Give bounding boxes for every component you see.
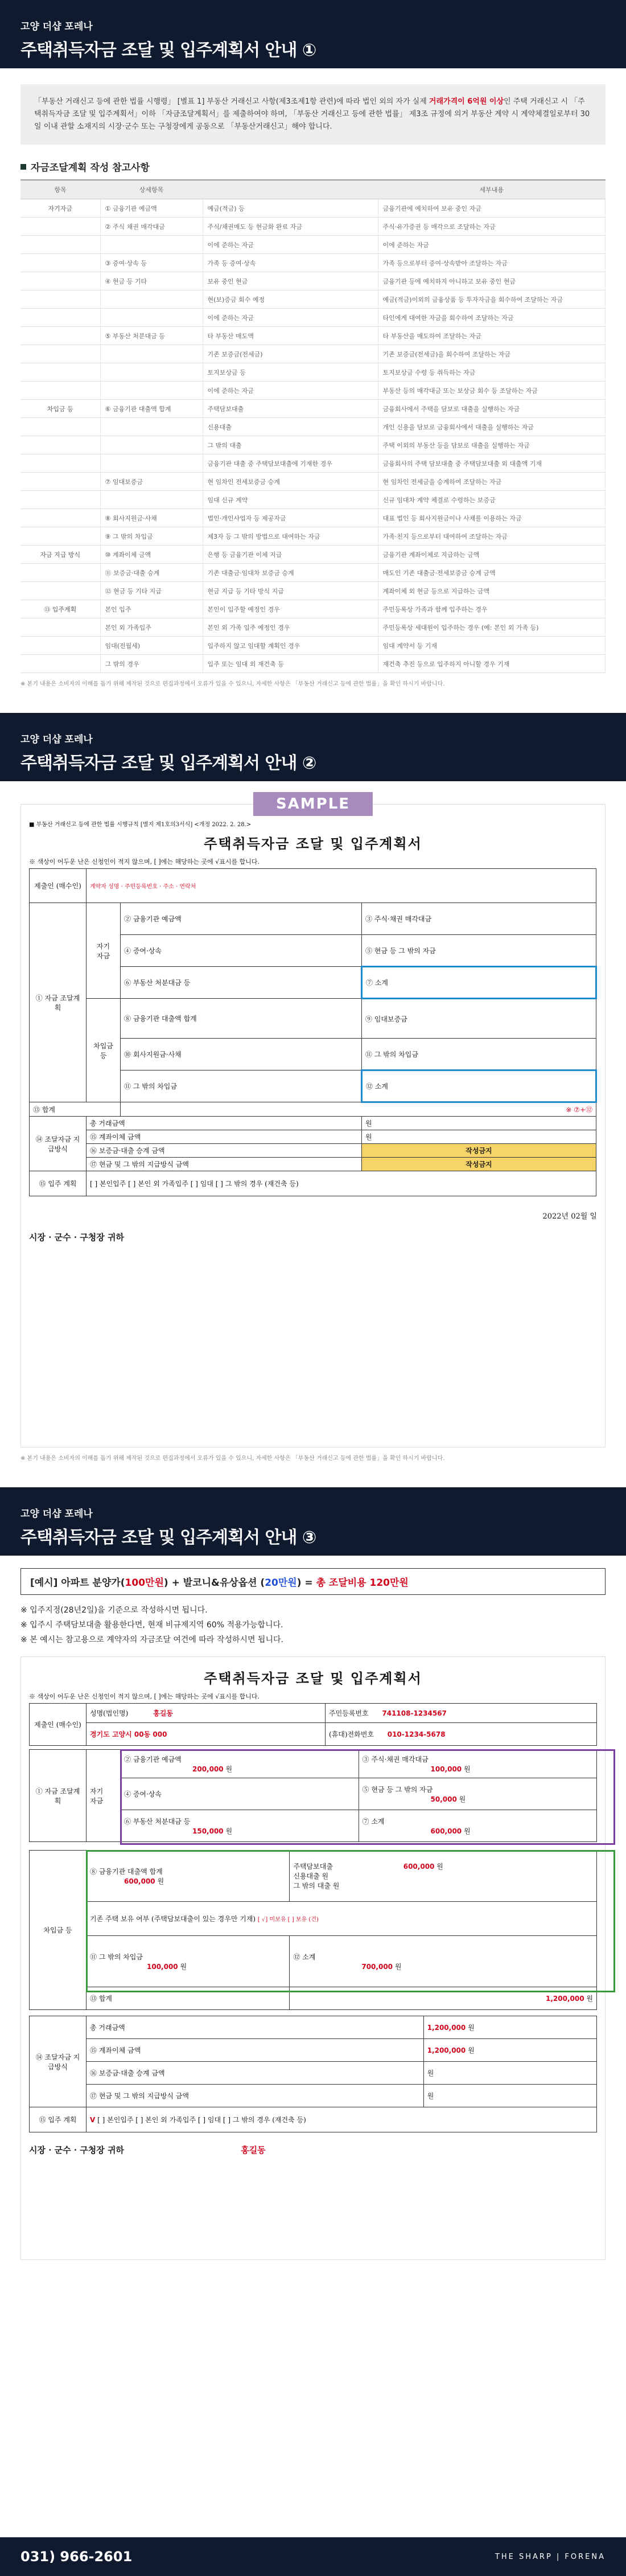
table-cell: 주민등록상 가족과 함께 입주하는 경우 <box>378 600 606 618</box>
submitter-label: 제출인 (매수인) <box>30 1704 87 1746</box>
banner-title: 주택취득자금 조달 및 입주계획서 안내 ③ <box>20 1528 316 1548</box>
table-cell: 금융회사에서 주택을 담보로 대출을 실행하는 자금 <box>378 400 606 418</box>
table-cell: 기존 보증금(전세금)을 회수하여 조달하는 자금 <box>378 345 606 363</box>
table-cell <box>100 290 203 309</box>
table-cell <box>100 345 203 363</box>
table-cell: 현(보)증금 회수 예정 <box>203 290 378 309</box>
banner-3 <box>0 1487 626 1556</box>
table-cell: 본인 외 가족 입주 예정인 경우 <box>203 618 378 637</box>
value: 1,200,000 <box>427 2024 466 2032</box>
table-cell: ⑬ 입주계획 <box>20 600 100 618</box>
notes <box>20 1603 606 1647</box>
table-row <box>20 345 606 363</box>
item: ② 금융기관 예금액 <box>121 903 362 935</box>
table-row <box>20 327 606 345</box>
won: 원 <box>423 2085 596 2107</box>
banner-sub: 고양 더샵 포레나 <box>20 734 93 745</box>
table-cell: 주식·유가증권 등 매각으로 조달하는 자금 <box>378 218 606 236</box>
pay-item: ⑰ 현금 및 그 밖의 지급방식 금액 <box>87 1158 362 1171</box>
banner-1 <box>0 0 626 68</box>
office: 시장 · 군수 · 구청장 귀하 <box>29 1232 124 1242</box>
item: ⑦ 소계 600,000 원 <box>359 1810 597 1842</box>
table-cell: 이에 준하는 자금 <box>203 309 378 327</box>
square-icon <box>20 164 26 170</box>
label: ⑪ 그 밖의 차입금 <box>90 1952 143 1961</box>
table-cell: 타인에게 대여한 자금을 회수하여 조달하는 자금 <box>378 309 606 327</box>
table-row <box>20 309 606 327</box>
table-cell <box>20 655 100 673</box>
self-label: ① 자금 조달계획 <box>30 1750 87 1842</box>
table-cell <box>20 290 100 309</box>
table-cell <box>100 418 203 436</box>
pay-item: ⑮ 계좌이체 금액 <box>87 2039 424 2062</box>
table-cell: ⑫ 현금 등 기타 지급 <box>100 582 203 600</box>
pay-item: 총 거래금액 <box>87 1117 362 1130</box>
banner-title: 주택취득자금 조달 및 입주계획서 안내 ② <box>20 753 316 773</box>
table-cell <box>20 582 100 600</box>
footer <box>0 2537 626 2576</box>
table-cell: 현 임차인 전세금을 승계하여 조달하는 자금 <box>378 473 606 491</box>
table-cell: 현 임차인 전세보증금 승계 <box>203 473 378 491</box>
note: ※ 입주시 주택담보대출 활용한다면, 현재 비규제지역 60% 적용가능합니다. <box>20 1621 283 1630</box>
pay-item: ⑯ 보증금·대출 승계 금액 <box>87 1144 362 1158</box>
table-cell: 임대 계약서 등 기재 <box>378 637 606 655</box>
hint: 계약자 성명 · 주민등록번호 · 주소 · 연락처 <box>90 884 196 890</box>
value: 600,000 <box>430 1827 462 1835</box>
table-cell: 금융기관 계좌이체로 지급하는 금액 <box>378 545 606 564</box>
item: ⑤ 현금 등 그 밖의 자금 50,000 원 <box>359 1778 597 1810</box>
note: ※ 입주지정(28년2일)을 기준으로 작성하시면 됩니다. <box>20 1606 208 1615</box>
table-cell: ③ 증여·상속 등 <box>100 254 203 272</box>
ex-text: ) + 발코니&유상옵션 ( <box>163 1577 265 1589</box>
notice-text: 「부동산 거래신고 등에 관한 법률 시행령」 [별표 1] 부동산 거래신고 사항(제3조제1항 관련)에 따라 법인 외의 자가 실제 <box>34 97 429 106</box>
table-cell: ⑨ 그 밖의 차입금 <box>100 527 203 545</box>
table-cell: ⑩ 계좌이체 금액 <box>100 545 203 564</box>
table-cell: 법인·개인사업자 등 제공자금 <box>203 509 378 527</box>
table-cell: ① 금융기관 예금액 <box>100 199 203 218</box>
total-label: ⑬ 합계 <box>87 1987 290 2010</box>
value: 700,000 <box>361 1962 393 1971</box>
pay-item: ⑯ 보증금·대출 승계 금액 <box>87 2062 424 2085</box>
section-heading <box>20 159 606 174</box>
pay-item: ⑮ 계좌이체 금액 <box>87 1130 362 1144</box>
form-table <box>29 1703 597 1746</box>
table-row <box>20 545 606 564</box>
reference-table <box>20 179 606 673</box>
table-row <box>20 290 606 309</box>
table-cell <box>100 454 203 473</box>
table-cell <box>100 382 203 400</box>
table-cell: 자기자금 <box>20 199 100 218</box>
example-box <box>20 1568 606 1595</box>
table-cell: ⑥ 금융기관 대출액 합계 <box>100 400 203 418</box>
table-cell: 이에 준하는 자금 <box>378 236 606 254</box>
table-cell <box>20 618 100 637</box>
table-cell <box>20 218 100 236</box>
table-cell <box>20 236 100 254</box>
item: ⑫ 소계 700,000 원 <box>290 1936 597 1987</box>
table-row <box>20 382 606 400</box>
table-cell: 금융기관 등에 예치하지 아니하고 보유 중인 현금 <box>378 272 606 290</box>
table-row <box>20 400 606 418</box>
label: ⑤ 현금 등 그 밖의 자금 <box>362 1785 433 1794</box>
banner-sub: 고양 더샵 포레나 <box>20 21 93 32</box>
notice-text-2: 인 주택 거래신고 시 「주택취득자금 조달 및 입주계획서」이하 「자금조달계획서」를 제출하여야 하며, 「부동산 거래신고 등에 관한 법률」 제3조 규정에 의거 부동산 계약 시 계약체결일로부터 30일 이내 관할 소재지의 시장·군수 또는 구청장에게 공동으로 「부동산거래신고」해야 합니다. <box>34 97 590 131</box>
table-cell <box>20 309 100 327</box>
table-cell: 주민등록상 세대원이 입주하는 경우 (예: 본인 외 가족 등) <box>378 618 606 637</box>
law-reference: ■ 부동산 거래신고 등에 관한 법률 시행규칙 [별지 제1호의3서식] <개정 2022. 2. 28.> <box>29 822 252 828</box>
addr-value: 경기도 고양시 00동 000 <box>90 1730 167 1738</box>
table-cell: 금융기관 대출 중 주택담보대출에 기재한 경우 <box>203 454 378 473</box>
item: ⑪ 그 밖의 차입금 100,000 원 <box>87 1936 290 1987</box>
own-funds: 자기 자금 <box>87 1750 121 1842</box>
name-cell: 성명(법인명) 홍길동 <box>87 1704 326 1723</box>
table-cell <box>20 382 100 400</box>
table-row <box>20 199 606 218</box>
table-cell <box>20 254 100 272</box>
table-cell: 타 부동산 매도액 <box>203 327 378 345</box>
notice-highlight: 거래가격이 6억원 이상 <box>429 97 504 106</box>
won: 원 <box>361 1117 596 1130</box>
office <box>29 2144 597 2156</box>
table-cell: 보유 중인 현금 <box>203 272 378 290</box>
table-row <box>20 509 606 527</box>
form-note: ※ 색상이 어두운 난은 신청인이 적지 않으며, [ ]에는 해당하는 곳에 √표시를 합니다. <box>29 1693 260 1700</box>
banner-2 <box>0 713 626 781</box>
table-cell: 대표 법인 등 회사지원금이나 사채를 이용하는 자금 <box>378 509 606 527</box>
table-cell <box>20 418 100 436</box>
brand-logo: THE SHARP | FORENA <box>495 2552 606 2561</box>
borrow-label: 차입금 등 <box>30 1851 87 2010</box>
table-cell <box>20 272 100 290</box>
table-cell: 예금(적금)이외의 금융상품 등 투자자금을 회수하여 조달하는 자금 <box>378 290 606 309</box>
table-cell: 토지보상금 수령 등 취득하는 자금 <box>378 363 606 382</box>
table-cell: 신규 임대차 계약 체결로 수령하는 보증금 <box>378 491 606 509</box>
item: ⑦ 소계 <box>361 967 596 999</box>
value: 600,000 <box>403 1863 435 1871</box>
form-note: ※ 색상이 어두운 난은 신청인이 적지 않으며, [ ]에는 해당하는 곳에 √표시를 합니다. <box>29 858 260 865</box>
table-cell: 부동산 등의 매각대금 또는 보상금 회수 등 조달하는 자금 <box>378 382 606 400</box>
form-table <box>29 868 597 1196</box>
pay-label: ⑭ 조달자금 지급방식 <box>30 2016 87 2107</box>
pay-label: ⑭ 조달자금 지급방식 <box>30 1117 87 1171</box>
section-2 <box>0 713 626 1467</box>
item: ⑨ 임대보증금 <box>361 999 596 1039</box>
table-row <box>20 236 606 254</box>
table-cell: 계좌이체 외 현금 등으로 지급하는 금액 <box>378 582 606 600</box>
phone-number[interactable]: 031) 966-2601 <box>20 2549 133 2565</box>
table-cell: 임대 신규 계약 <box>203 491 378 509</box>
move-label: ⑮ 입주 계획 <box>30 2107 87 2132</box>
table-cell <box>100 309 203 327</box>
table-cell <box>100 491 203 509</box>
table-row <box>20 600 606 618</box>
section-1 <box>0 0 626 687</box>
table-cell: 주택담보대출 <box>203 400 378 418</box>
form-title: 주택취득자금 조달 및 입주계획서 <box>204 1670 422 1687</box>
table-cell: 그 밖의 경우 <box>100 655 203 673</box>
table-cell: 기존 대출금·임대차 보증금 승계 <box>203 564 378 582</box>
table-cell: 주식/채권매도 등 현금화 완료 자금 <box>203 218 378 236</box>
item: ③ 주식·채권 매각대금 100,000 원 <box>359 1750 597 1778</box>
ex-price: 100만원 <box>125 1577 164 1589</box>
notice-box <box>20 84 606 145</box>
table-row <box>20 254 606 272</box>
col-header: 세부내용 <box>378 180 606 199</box>
ex-text: [예시] 아파트 분양가( <box>30 1577 125 1589</box>
sample-form <box>20 795 606 1447</box>
item: ⑧ 금융기관 대출액 합계 <box>121 999 362 1039</box>
heading-text: 자금조달계획 작성 참고사항 <box>31 162 150 174</box>
phone-value: 010-1234-5678 <box>387 1730 446 1738</box>
table-row <box>20 564 606 582</box>
move-text: [ ] 본인입주 [ ] 본인 외 가족입주 [ ] 임대 [ ] 그 밖의 경우 (재건축 등) <box>97 2116 306 2124</box>
table-cell <box>20 454 100 473</box>
table-row <box>20 618 606 637</box>
table-cell: 신용대출 <box>203 418 378 436</box>
item: ⑪ 그 밖의 차입금 <box>361 1039 596 1070</box>
table-cell: 자금 지급 방식 <box>20 545 100 564</box>
table-cell: 제3자 등 그 밖의 방법으로 대여하는 자금 <box>203 527 378 545</box>
banner-sub: 고양 더샵 포레나 <box>20 1508 93 1520</box>
rrn-value: 741108-1234567 <box>382 1709 447 1717</box>
item: ③ 주식·채권 매각대금 <box>361 903 596 935</box>
table-cell: 기존 보증금(전세금) <box>203 345 378 363</box>
table-cell: ⑤ 부동산 처분대금 등 <box>100 327 203 345</box>
table-cell: 예금(적금) 등 <box>203 199 378 218</box>
rrn-cell: 주민등록번호 741108-1234567 <box>326 1704 597 1723</box>
table-row <box>20 363 606 382</box>
table-cell: ⑦ 임대보증금 <box>100 473 203 491</box>
table-cell: 가족·친지 등으로부터 대여하여 조달하는 자금 <box>378 527 606 545</box>
table-cell: 이에 준하는 자금 <box>203 236 378 254</box>
table-cell: 현금 지급 등 기타 방식 지급 <box>203 582 378 600</box>
move-mark: V <box>90 2116 96 2124</box>
ex-total: 총 조달비용 120만원 <box>316 1577 409 1589</box>
pay-table <box>29 2016 597 2132</box>
table-cell <box>20 491 100 509</box>
item: ④ 증여·상속 <box>121 1778 359 1810</box>
table-cell <box>20 473 100 491</box>
col-header <box>203 180 378 199</box>
table-cell: 입주 또는 임대 외 재건축 등 <box>203 655 378 673</box>
item: ④ 증여·상속 <box>121 935 362 967</box>
hint: [ ✓] 미보유 [ ] 보유 (건) <box>257 1917 319 1923</box>
table-cell: 가족 등으로부터 증여·상속받아 조달하는 자금 <box>378 254 606 272</box>
table-cell <box>20 564 100 582</box>
value: 100,000 <box>147 1962 178 1971</box>
table-row <box>20 527 606 545</box>
pay-value: 1,200,000 원 <box>423 2039 596 2062</box>
item: ⑪ 그 밖의 차입금 <box>121 1070 362 1102</box>
total-cell: 1,200,000 원 <box>290 1987 597 2010</box>
table-cell <box>20 527 100 545</box>
col-header: 상세항목 <box>100 180 203 199</box>
addr-cell <box>87 1723 326 1746</box>
label: ③ 주식·채권 매각대금 <box>362 1755 429 1763</box>
table-cell: ④ 현금 등 기타 <box>100 272 203 290</box>
value: 600,000 <box>124 1877 155 1885</box>
stamp: 작성금지 <box>361 1158 596 1171</box>
own-funds: 자기 자금 <box>87 903 121 999</box>
office-text: 시장 · 군수 · 구청장 귀하 <box>29 2145 124 2155</box>
table-cell <box>100 436 203 454</box>
move-label: ⑮ 입주 계획 <box>30 1171 87 1196</box>
value: 200,000 <box>192 1765 224 1773</box>
table-row <box>20 582 606 600</box>
form-date: 2022년 02월 일 <box>542 1212 597 1221</box>
label: ⑦ 소계 <box>362 1817 385 1826</box>
borrow-label: 차입금 등 <box>87 999 121 1102</box>
table-cell: 개인 신용을 담보로 금융회사에서 대출을 실행하는 자금 <box>378 418 606 436</box>
table-row <box>20 637 606 655</box>
table-cell: 입주하지 않고 임대할 계획인 경우 <box>203 637 378 655</box>
table-row <box>20 436 606 454</box>
table-cell: 매도인 기존 대출금·전세보증금 승계 금액 <box>378 564 606 582</box>
item: ⑥ 부동산 처분대금 등 <box>121 967 362 999</box>
table-cell <box>20 637 100 655</box>
label: ⑫ 소계 <box>293 1952 316 1961</box>
ex-option: 20만원 <box>265 1577 297 1589</box>
won: 원 <box>423 2062 596 2085</box>
table-row <box>20 655 606 673</box>
value: 1,200,000 <box>427 2046 466 2054</box>
table-cell: 본인이 입주할 예정인 경우 <box>203 600 378 618</box>
footnote: ※ 본기 내용은 소비자의 이해를 돕기 위해 제작된 것으로 편집과정에서 오류가 있을 수 있으니, 자세한 사항은 「부동산 거래신고 등에 관한 법률」을 확인 하시기 바랍니다. <box>20 681 445 687</box>
table-row <box>20 218 606 236</box>
form-title: 주택취득자금 조달 및 입주계획서 <box>204 835 422 852</box>
table-cell <box>20 345 100 363</box>
table-row <box>20 491 606 509</box>
table-cell: 차입금 등 <box>20 400 100 418</box>
table-row <box>20 454 606 473</box>
stamp: 작성금지 <box>361 1144 596 1158</box>
table-cell <box>100 363 203 382</box>
value: 150,000 <box>192 1827 224 1835</box>
section-3 <box>0 1487 626 2260</box>
signature: 홍길동 <box>241 2145 266 2155</box>
item: ⑩ 회사지원금·사채 <box>121 1039 362 1070</box>
table-cell: 토지보상금 등 <box>203 363 378 382</box>
label: ② 금융기관 예금액 <box>124 1755 182 1763</box>
green-highlight <box>86 1850 615 1992</box>
table-cell: 임대(전월세) <box>100 637 203 655</box>
value: 100,000 <box>430 1765 462 1773</box>
label: ⑥ 부동산 처분대금 등 <box>124 1817 191 1826</box>
footnote: ※ 본기 내용은 소비자의 이해를 돕기 위해 제작된 것으로 편집과정에서 오류가 있을 수 있으니, 자세한 사항은 「부동산 거래신고 등에 관한 법률」을 확인 하시기 바랍니다. <box>20 1455 445 1462</box>
note: ※ 본 예시는 참고용으로 계약자의 자금조달 여건에 따라 작성하시면 됩니다. <box>20 1635 283 1644</box>
won: 원 <box>361 1130 596 1144</box>
total-label: ⑬ 합계 <box>30 1102 121 1117</box>
table-row <box>20 272 606 290</box>
table-cell: 은행 등 금융기관 이체 지급 <box>203 545 378 564</box>
table-cell <box>20 436 100 454</box>
value: 50,000 <box>430 1795 457 1803</box>
move-options <box>87 2107 597 2132</box>
table-cell: 금융기관에 예치하여 보유 중인 자금 <box>378 199 606 218</box>
self-label: ① 자금 조달계획 <box>30 903 87 1102</box>
name-value: 홍길동 <box>153 1709 173 1717</box>
purple-highlight <box>120 1749 615 1845</box>
col-header: 항목 <box>20 180 100 199</box>
item: 주택담보대출 600,000 원 신용대출 원 그 밖의 대출 원 <box>290 1851 597 1902</box>
table-cell: 그 밖의 대출 <box>203 436 378 454</box>
table-cell: ⑪ 보증금·대출 승계 <box>100 564 203 582</box>
phone-cell: (휴대)전화번호 010-1234-5678 <box>326 1723 597 1746</box>
table-cell: ⑧ 회사지원금·사채 <box>100 509 203 527</box>
pay-item: 총 거래금액 <box>87 2016 424 2039</box>
table-cell: 본인 입주 <box>100 600 203 618</box>
table-row <box>20 418 606 436</box>
table-cell: 주택 이외의 부동산 등을 담보로 대출을 실행하는 자금 <box>378 436 606 454</box>
submitter-label: 제출인 (매수인) <box>30 869 87 903</box>
table-cell: 타 부동산을 매도하여 조달하는 자금 <box>378 327 606 345</box>
sample-badge: SAMPLE <box>253 792 373 816</box>
table-cell: 재건축 추진 등으로 입주하지 아니할 경우 기재 <box>378 655 606 673</box>
item: ⑫ 소계 <box>361 1070 596 1102</box>
table-cell <box>20 327 100 345</box>
table-cell <box>100 236 203 254</box>
total-note: ※ ⑦+⑫ <box>121 1102 596 1117</box>
table-cell: 가족 등 증여·상속 <box>203 254 378 272</box>
item: ⑧ 금융기관 대출액 합계 600,000 원 <box>87 1851 290 1902</box>
pay-value: 1,200,000 원 <box>423 2016 596 2039</box>
table-cell: 금융회사의 주택 담보대출 중 주택담보대출 외 대출액 기재 <box>378 454 606 473</box>
ex-text: ) = <box>296 1577 316 1589</box>
item: ⑤ 현금 등 그 밖의 자금 <box>361 935 596 967</box>
table-cell <box>20 509 100 527</box>
table-row <box>20 473 606 491</box>
example-form <box>20 1656 606 2260</box>
table-cell: 본인 외 가족입주 <box>100 618 203 637</box>
table-cell <box>20 363 100 382</box>
total-value: 1,200,000 <box>546 1995 584 2003</box>
prior-loan: 기존 주택 보유 여부 (주택담보대출이 있는 경우만 기재) [ ✓] 미보유 [ ] 보유 (건) <box>87 1902 597 1936</box>
submitter-info <box>87 869 596 903</box>
move-options: [ ] 본인입주 [ ] 본인 외 가족입주 [ ] 임대 [ ] 그 밖의 경우 (재건축 등) <box>87 1171 596 1196</box>
label: ⑧ 금융기관 대출액 합계 <box>90 1867 163 1876</box>
item: ⑥ 부동산 처분대금 등 150,000 원 <box>121 1810 359 1842</box>
pay-item: ⑰ 현금 및 그 밖의 지급방식 금액 <box>87 2085 424 2107</box>
table-cell: ② 주식 채권 매각대금 <box>100 218 203 236</box>
table-cell: 이에 준하는 자금 <box>203 382 378 400</box>
item: ② 금융기관 예금액 200,000 원 <box>121 1750 359 1778</box>
banner-title: 주택취득자금 조달 및 입주계획서 안내 ① <box>20 40 316 60</box>
